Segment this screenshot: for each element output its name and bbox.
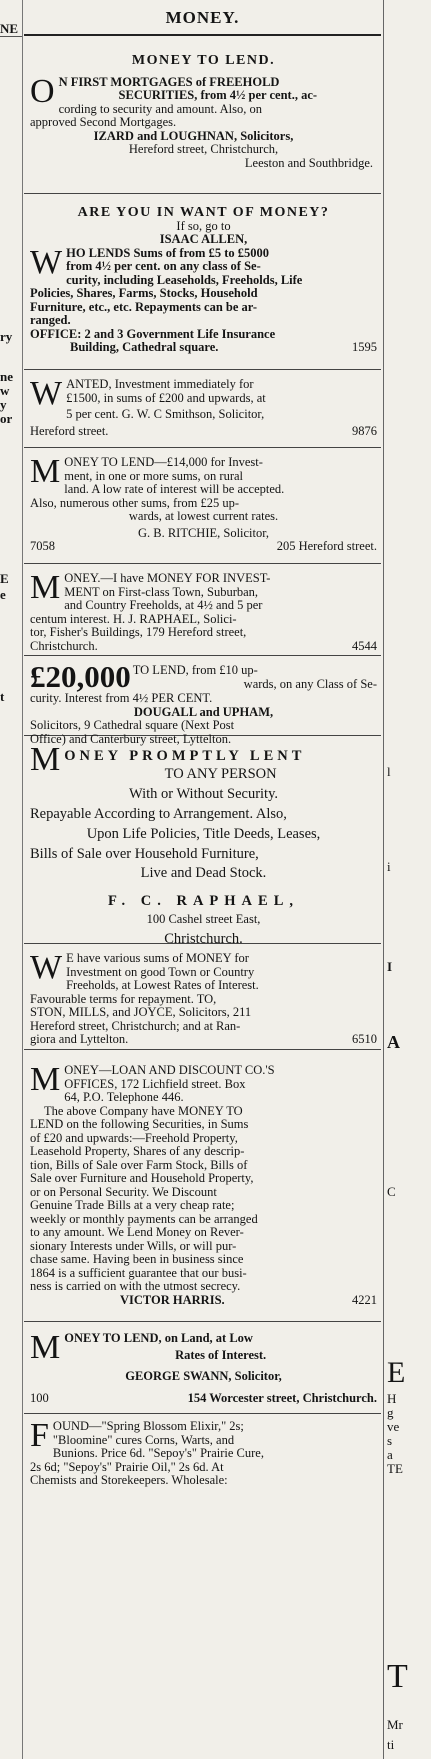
ad-line: Upon Life Policies, Title Deeds, Leases, (86, 826, 321, 842)
ad-line: curity. Interest from 4½ PER CENT. (30, 691, 213, 705)
right-column-fragments (385, 0, 431, 1759)
advert-fc-raphael (24, 738, 381, 947)
ad-line: ONEY—LOAN AND DISCOUNT CO.'S (64, 1063, 275, 1077)
ad-line: Sale over Furniture and Household Property, (30, 1171, 254, 1185)
column-header: MONEY. (24, 0, 381, 36)
right-fragment: ti (387, 1737, 395, 1752)
ad-reference: 7058 (30, 539, 55, 553)
advert-heading: ARE YOU IN WANT OF MONEY? (77, 205, 330, 220)
ad-line: tion, Bills of Sale over Farm Stock, Bills of (30, 1157, 248, 1172)
ad-line: Furniture, etc., etc. Repayments can be ar- (30, 299, 258, 314)
ad-line: F. C. RAPHAEL, (107, 893, 299, 909)
drop-cap: M (30, 569, 61, 606)
left-fragment: w (0, 383, 10, 398)
ad-line: Live and Dead Stock. (140, 865, 267, 881)
ad-line: STON, MILLS, and JOYCE, Solicitors, 211 (30, 1005, 252, 1019)
advert-spring-blossom (24, 1416, 381, 1502)
drop-cap: M (30, 1061, 61, 1098)
drop-cap: M (30, 741, 61, 778)
column-rule-left (22, 0, 23, 1759)
ad-line: ISAAC ALLEN, (159, 232, 248, 246)
ad-line: With or Without Security. (128, 786, 279, 802)
ad-line: 5 per cent. G. W. C Smithson, Solicitor, (66, 407, 265, 421)
advert-dougall-upham (24, 658, 381, 746)
ad-line: DOUGALL and UPHAM, (133, 704, 274, 719)
ad-line: Christchurch. (30, 638, 98, 653)
ad-line: chase same. Having been in business since (30, 1252, 244, 1266)
ad-line: N FIRST MORTGAGES of FREEHOLD (58, 74, 280, 89)
ad-line: cording to security and amount. Also, on (58, 101, 263, 116)
ad-line: Hereford street, Christchurch, (128, 142, 279, 156)
money-column (24, 0, 381, 1487)
ad-line: 100 Cashel street East, (146, 912, 261, 926)
drop-cap: O (30, 72, 55, 110)
ad-line: Leeston and Southbridge. (244, 155, 373, 170)
column-rule-right (383, 0, 384, 1759)
ad-line: 205 Hereford street. (276, 539, 377, 553)
ad-line: OFFICE: 2 and 3 Government Life Insurance (30, 326, 276, 341)
right-fragment: s (387, 1433, 393, 1448)
ad-line: ONEY.—I have MONEY FOR INVEST- (64, 571, 271, 585)
left-fragment: E (0, 571, 9, 586)
ad-line: tor, Fisher's Buildings, 179 Hereford street, (30, 625, 247, 639)
ad-reference: 9876 (352, 423, 377, 438)
ad-line: ONEY TO LEND—£14,000 for Invest- (64, 455, 263, 469)
ad-line: ONEY PROMPTLY LENT (64, 748, 306, 764)
right-fragment: C (387, 1184, 396, 1199)
ad-reference: 4544 (352, 638, 377, 653)
ad-line: from 4½ per cent. on any class of Se- (66, 259, 261, 273)
drop-cap: M (30, 453, 61, 490)
left-fragment: ne (0, 369, 13, 384)
ad-line: Hereford street. (30, 423, 109, 438)
right-fragment: TE (387, 1461, 403, 1476)
advert-izard-loughnan (24, 44, 381, 194)
ad-line: of £20 and upwards:—Freehold Property, (30, 1130, 238, 1145)
ad-line: 2s 6d; "Sepoy's" Prairie Oil," 2s 6d. At (30, 1459, 224, 1474)
ad-line: ONEY TO LEND, on Land, at Low (64, 1331, 253, 1345)
ad-line: Hereford street, Christchurch; and at Ran- (30, 1018, 241, 1033)
drop-cap: M (30, 1329, 61, 1366)
ad-line: wards, at lowest current rates. (128, 509, 279, 523)
ad-line: LEND on the following Securities, in Sums (30, 1117, 249, 1131)
ad-line: Office) and Canterbury street, Lyttelton. (30, 731, 232, 746)
left-column-rule (0, 36, 22, 37)
advert-george-swann (24, 1324, 381, 1414)
right-fragment: Mr (387, 1717, 403, 1732)
ad-line: The above Company have MONEY TO (44, 1103, 243, 1118)
right-fragment: E (387, 1356, 406, 1389)
right-fragment: H (387, 1391, 397, 1406)
ad-line: Also, numerous other sums, from £25 up- (30, 495, 240, 510)
ad-line: Bills of Sale over Household Furniture, (30, 846, 259, 862)
right-fragment: ve (387, 1419, 400, 1434)
ad-line: Solicitors, 9 Cathedral square (Next Post (30, 718, 235, 732)
ad-line: GEORGE SWANN, Solicitor, (125, 1369, 282, 1383)
advert-victor-harris (24, 1052, 381, 1322)
left-fragment: t (0, 689, 5, 704)
ad-reference: 100 (30, 1390, 49, 1405)
ad-reference: 6510 (352, 1032, 377, 1046)
ad-line: Rates of Interest. (175, 1347, 267, 1362)
ad-line: approved Second Mortgages. (30, 115, 177, 129)
right-fragment: T (387, 1658, 408, 1695)
drop-cap: W (30, 949, 63, 986)
right-fragment: g (387, 1405, 394, 1420)
ad-line: ANTED, Investment immediately for (66, 377, 254, 391)
ad-line: SECURITIES, from 4½ per cent., ac- (118, 88, 318, 102)
ad-line: Repayable According to Arrangement. Also, (30, 806, 287, 822)
ad-line: Genuine Trade Bills at a very cheap rate; (30, 1198, 235, 1212)
ad-line: Building, Cathedral square. (70, 340, 219, 354)
ad-line: Freeholds, at Lowest Rates of Interest. (66, 978, 259, 992)
ad-line: TO LEND, from £10 up- (132, 663, 258, 677)
ad-line: TO ANY PERSON (164, 766, 277, 782)
ad-line: OFFICES, 172 Lichfield street. Box (64, 1076, 246, 1091)
right-fragment: a (387, 1447, 393, 1462)
ad-line: ness is carried on with the utmost secrecy. (30, 1279, 241, 1293)
right-fragment: I (387, 959, 393, 974)
ad-line: MENT on First-class Town, Suburban, (64, 584, 259, 599)
ad-line: ranged. (30, 313, 71, 327)
ad-line: HO LENDS Sums of from £5 to £5000 (66, 245, 269, 260)
advert-isaac-allen (24, 196, 381, 370)
ad-line: G. B. RITCHIE, Solicitor, (137, 525, 270, 540)
ad-line: 64, P.O. Telephone 446. (64, 1090, 184, 1104)
ad-line: Investment on good Town or Country (66, 964, 255, 979)
advert-ston-mills-joyce (24, 946, 381, 1050)
ad-line: Leasehold Property, Shares of any descrip- (30, 1144, 245, 1158)
ad-line: land. A low rate of interest will be accepted. (64, 482, 285, 496)
ad-line: Christchurch. (164, 930, 243, 947)
ad-line: sionary Interests under Wills, or will pur- (30, 1238, 237, 1253)
left-column-fragments (0, 0, 18, 1759)
ad-line: ment, in one or more sums, on rural (64, 468, 244, 483)
ad-line: and Country Freeholds, at 4½ and 5 per (64, 598, 263, 612)
ad-reference: 4221 (352, 1292, 377, 1307)
ad-line: "Bloomine" cures Corns, Warts, and (52, 1432, 235, 1447)
amount-heading: £20,000 (30, 659, 131, 694)
left-fragment: or (0, 411, 13, 426)
ad-line: If so, go to (176, 218, 231, 233)
left-fragment: e (0, 587, 6, 602)
ad-line: to any amount. We Lend Money on Rever- (30, 1225, 244, 1239)
left-fragment: ry (0, 329, 13, 344)
advert-heading: MONEY TO LEND. (131, 53, 276, 68)
ad-line: £1500, in sums of £200 and upwards, at (66, 390, 266, 405)
ad-line: or on Personal Security. We Discount (30, 1184, 217, 1199)
right-fragment: l (387, 764, 391, 779)
ad-line: 154 Worcester street, Christchurch. (187, 1390, 377, 1405)
ad-line: Favourable terms for repayment. TO, (30, 991, 217, 1006)
ad-line: E have various sums of MONEY for (66, 951, 249, 965)
ad-line: wards, on any Class of Se- (243, 676, 377, 691)
ad-line: VICTOR HARRIS. (120, 1292, 225, 1307)
advert-smithson (24, 372, 381, 448)
ad-line: Policies, Shares, Farms, Stocks, Household (30, 286, 258, 300)
left-fragment: NE (0, 21, 19, 36)
left-fragment: y (0, 397, 7, 412)
drop-cap: F (30, 1417, 49, 1454)
ad-line: weekly or monthly payments can be arranged (30, 1211, 258, 1226)
right-fragment: i (387, 859, 391, 874)
ad-line: giora and Lyttelton. (30, 1032, 129, 1046)
drop-cap: W (30, 243, 63, 281)
ad-line: Chemists and Storekeepers. Wholesale: (30, 1473, 228, 1487)
ad-line: 1864 is a sufficient guarantee that our busi- (30, 1265, 247, 1280)
ad-line: curity, including Leaseholds, Freeholds, Life (66, 272, 303, 287)
drop-cap: W (30, 375, 63, 412)
ad-line: IZARD and LOUGHNAN, Solicitors, (93, 128, 294, 143)
ad-line: centum interest. H. J. RAPHAEL, Solici- (30, 611, 237, 626)
ad-line: Bunions. Price 6d. "Sepoy's" Prairie Cure, (52, 1446, 264, 1460)
advert-hj-raphael (24, 566, 381, 656)
ad-line: OUND—"Spring Blossom Elixir," 2s; (52, 1419, 244, 1433)
advert-ritchie (24, 450, 381, 564)
ad-reference: 1595 (352, 340, 377, 354)
right-fragment: A (387, 1032, 400, 1052)
